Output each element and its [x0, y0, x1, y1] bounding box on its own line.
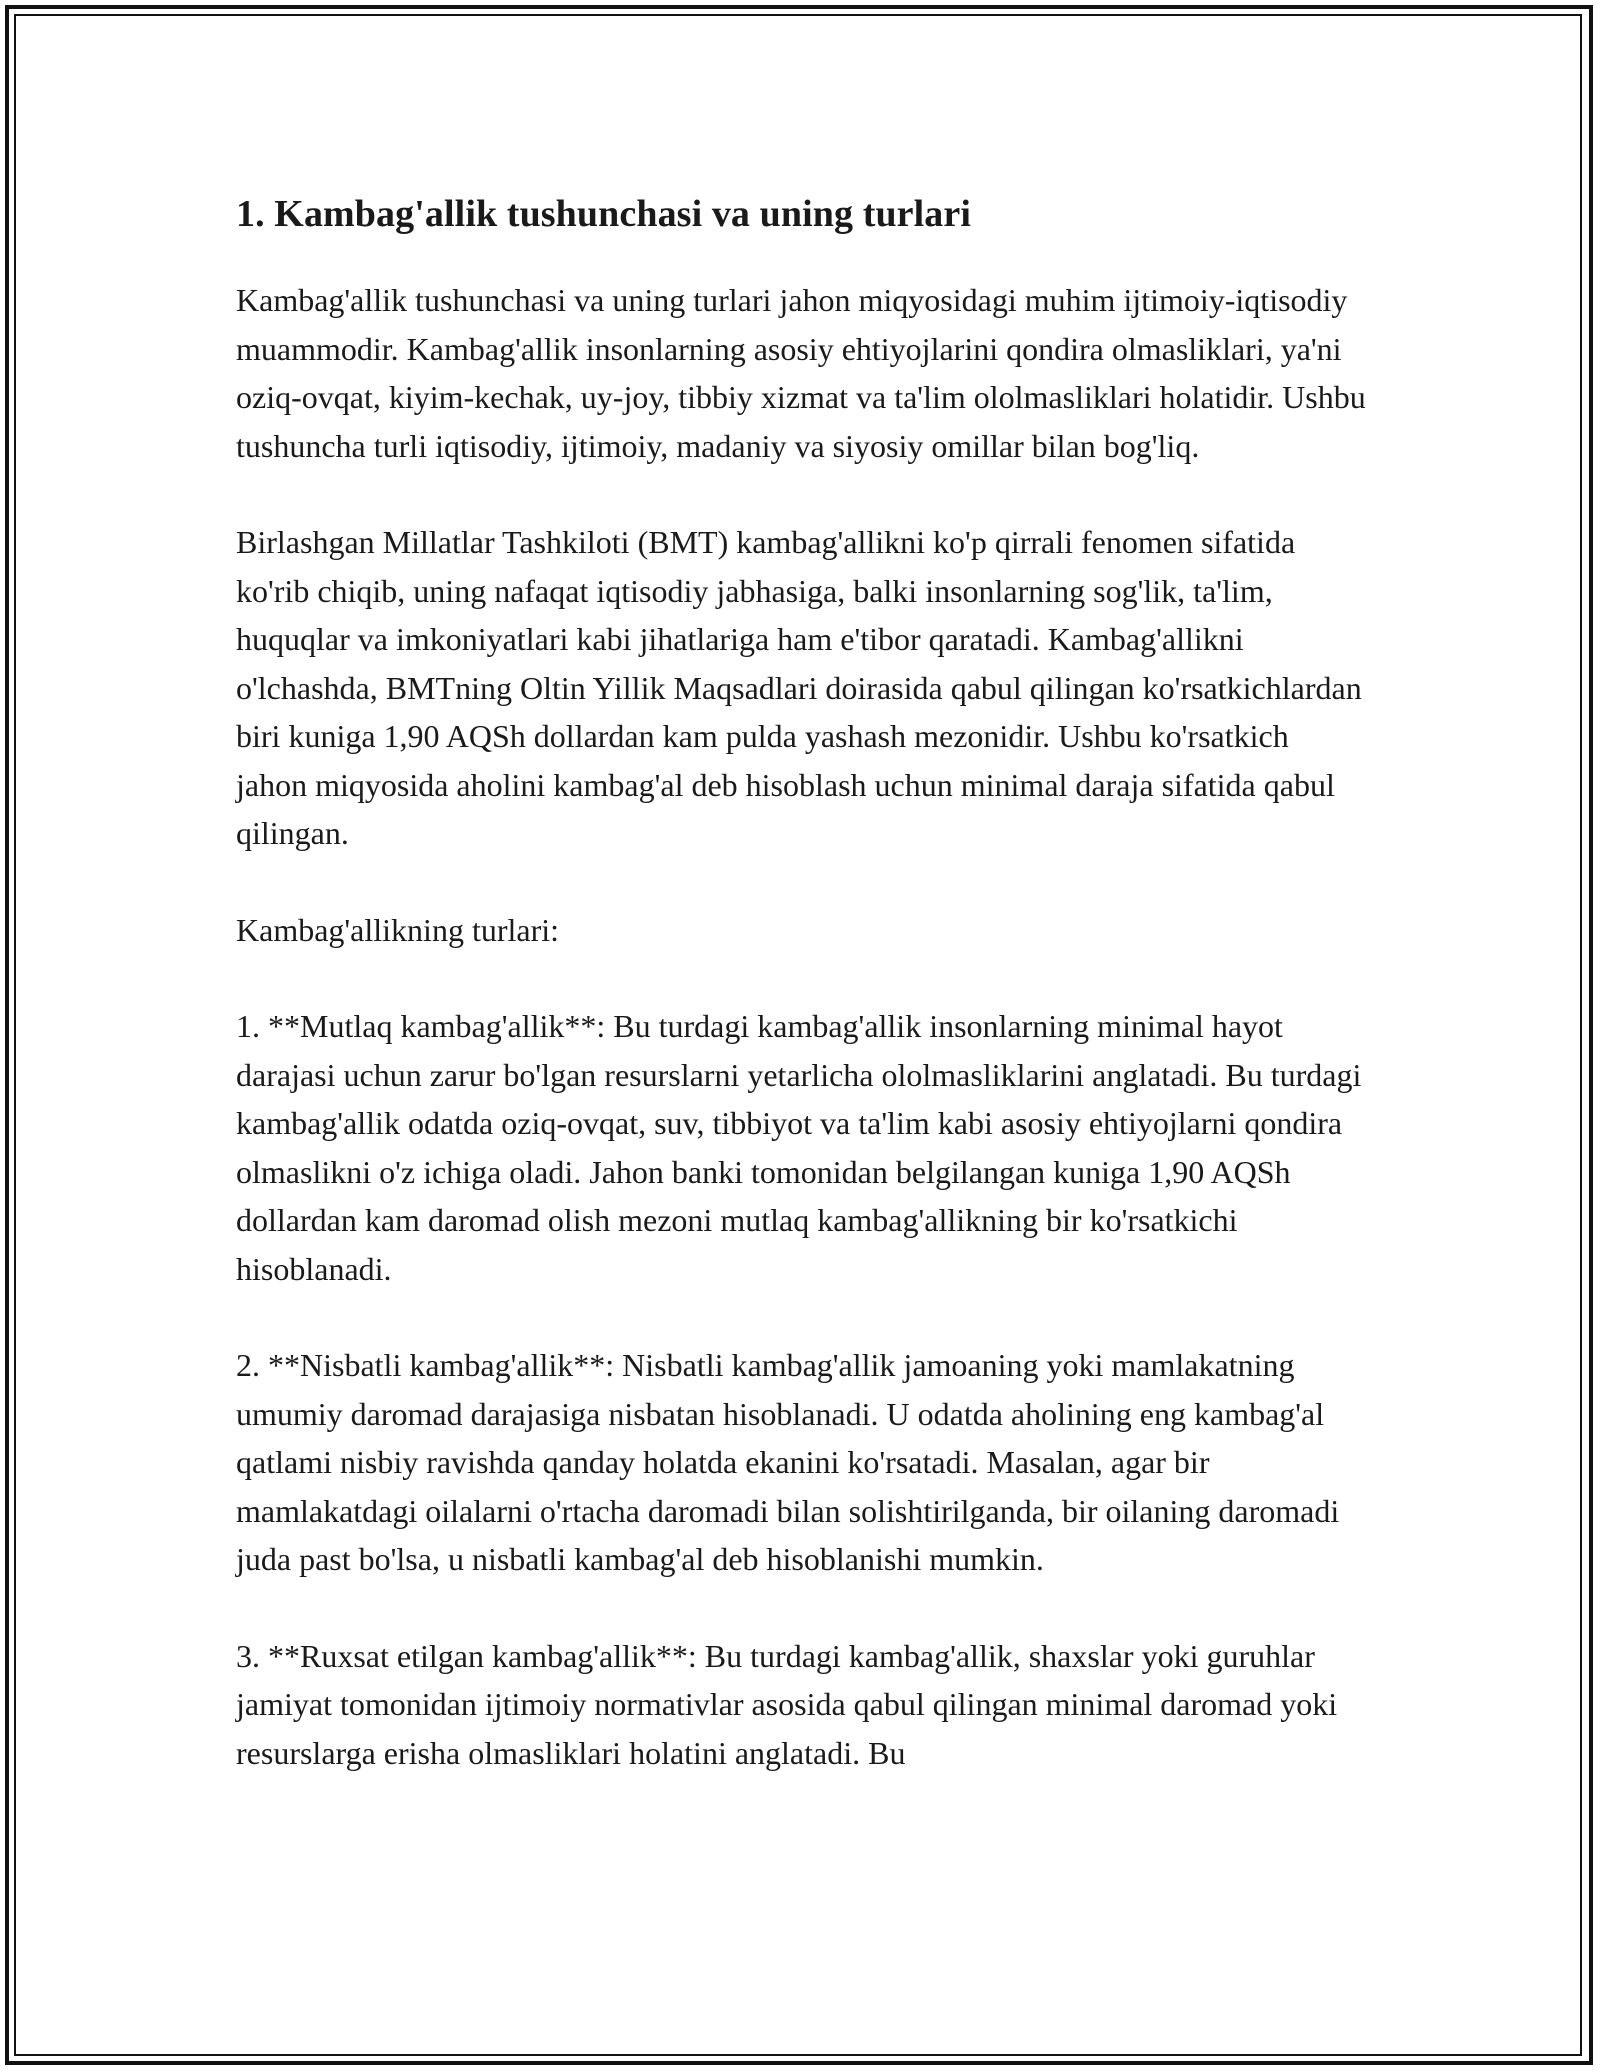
relative-poverty-paragraph: 2. **Nisbatli kambag'allik**: Nisbatli kambag'allik jamoaning yoki mamlakatning umumiy daromad darajasiga nisbatan hisoblanadi. U odatda aholining eng kambag'al qatlami nisbiy ravishda qanday holatda ekanini ko'rsatadi. Masalan, agar bir mamlakatdagi oilalarni o'rtacha daromadi bilan solishtirilganda, bir oilaning daromadi juda past bo'lsa, u nisbatli kambag'al deb hisoblanishi mumkin. [236, 1347, 1340, 1577]
absolute-poverty-paragraph: 1. **Mutlaq kambag'allik**: Bu turdagi kambag'allik insonlarning minimal hayot darajasi uchun zarur bo'lgan resurslarni yetarlicha ololmasliklarini anglatadi. Bu turdagi kambag'allik odatda oziq-ovqat, suv, tibbiyot va ta'lim kabi asosiy ehtiyojlarni qondira olmaslikni o'z ichiga oladi. Jahon banki tomonidan belgilangan kuniga 1,90 AQSh dollardan kam daromad olish mezoni mutlaq kambag'allikning bir ko'rsatkichi hisoblanadi. [236, 1008, 1362, 1287]
types-intro-paragraph: Kambag'allikning turlari: [236, 911, 560, 948]
section-heading: 1. Kambag'allik tushunchasi va uning turlari [236, 193, 972, 235]
intro-paragraph: Kambag'allik tushunchasi va uning turlari jahon miqyosidagi muhim ijtimoiy-iqtisodiy muammodir. Kambag'allik insonlarning asosiy ehtiyojlarini qondira olmasliklari, ya'ni oziq-ovqat, kiyim-kechak, uy-joy, tibbiy xizmat va ta'lim ololmasliklari holatidir. Ushbu tushuncha turli iqtisodiy, ijtimoiy, madaniy va siyosiy omillar bilan bog'liq. [236, 282, 1366, 464]
permitted-poverty-paragraph: 3. **Ruxsat etilgan kambag'allik**: Bu turdagi kambag'allik, shaxslar yoki guruhlar jamiyat tomonidan ijtimoiy normativlar asosida qabul qilingan minimal daromad yoki resurslarga erisha olmasliklari holatini anglatadi. Bu [236, 1637, 1338, 1771]
document-body [236, 186, 1366, 1825]
bmt-paragraph: Birlashgan Millatlar Tashkiloti (BMT) kambag'allikni ko'p qirrali fenomen sifatida ko'rib chiqib, uning nafaqat iqtisodiy jabhasiga, balki insonlarning sog'lik, ta'lim, huquqlar va imkoniyatlari kabi jihatlariga ham e'tibor qaratadi. Kambag'allikni o'lchashda, BMTning Oltin Yillik Maqsadlari doirasida qabul qilingan ko'rsatkichlardan biri kuniga 1,90 AQSh dollardan kam pulda yashash mezonidir. Ushbu ko'rsatkich jahon miqyosida aholini kambag'al deb hisoblash uchun minimal daraja sifatida qabul qilingan. [236, 524, 1362, 851]
